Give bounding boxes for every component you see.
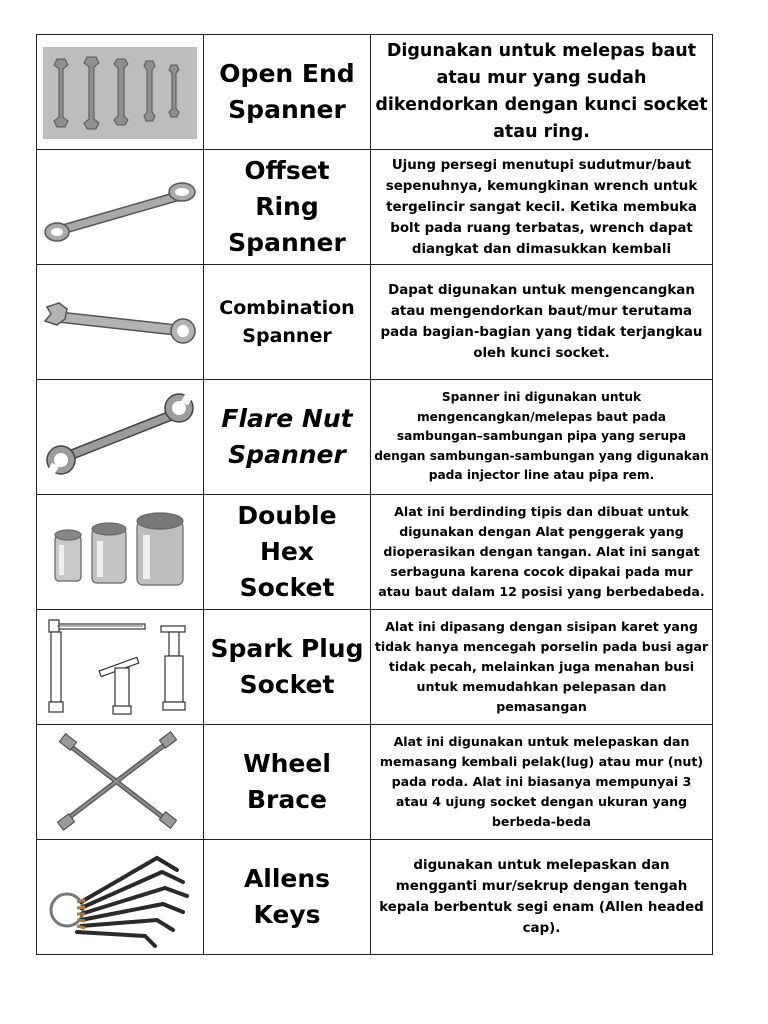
tool-image-cell xyxy=(37,380,204,495)
flare-nut-spanner-icon xyxy=(37,380,203,494)
tool-name: Allens Keys xyxy=(243,864,331,929)
tool-description-cell xyxy=(371,610,713,725)
ring-spanner-icon xyxy=(37,150,203,264)
tool-name-cell xyxy=(204,840,371,955)
tool-description-cell xyxy=(371,265,713,380)
tool-image-cell xyxy=(37,840,204,955)
tool-name-cell xyxy=(204,610,371,725)
tool-name-cell xyxy=(204,725,371,840)
table-row xyxy=(37,495,713,610)
double-hex-socket-image xyxy=(37,495,203,609)
table-row xyxy=(37,840,713,955)
tool-name-cell xyxy=(204,150,371,265)
tool-description: digunakan untuk melepaskan dan mengganti mur/sekrup dengan tengah kepala berbentuk segi enam (Allen headed cap). xyxy=(379,858,704,936)
tool-table xyxy=(36,34,713,955)
tool-description-cell xyxy=(371,150,713,265)
tool-image-cell xyxy=(37,35,204,150)
table-row xyxy=(37,725,713,840)
tool-name-cell xyxy=(204,265,371,380)
tool-name: Wheel Brace xyxy=(243,749,331,814)
tool-description-cell xyxy=(371,840,713,955)
tool-description: Alat ini dipasang dengan sisipan karet yang tidak hanya mencegah porselin pada busi agar tidak pecah, melainkan juga menahan busi untuk memudahkan pelepasan dan pemasangan xyxy=(374,619,709,714)
tool-description: Alat ini digunakan untuk melepaskan dan memasang kembali pelak(lug) atau mur (nut) pada roda. Alat ini biasanya mempunyai 3 atau 4 ujung socket dengan ukuran yang berbeda-beda xyxy=(379,734,704,829)
tool-name: Double Hex Socket xyxy=(237,501,337,602)
spark-plug-socket-icon xyxy=(37,610,203,724)
tool-description-cell xyxy=(371,380,713,495)
tool-name-cell xyxy=(204,495,371,610)
tool-image-cell xyxy=(37,610,204,725)
allen-keys-image xyxy=(37,840,203,954)
tool-name-cell xyxy=(204,380,371,495)
wheel-brace-icon xyxy=(37,725,203,839)
flare-nut-spanner-image xyxy=(37,380,203,494)
table-row xyxy=(37,150,713,265)
tool-description-cell xyxy=(371,35,713,150)
tool-image-cell xyxy=(37,265,204,380)
tool-image-cell xyxy=(37,150,204,265)
tool-image-cell xyxy=(37,495,204,610)
tool-name: Spark Plug Socket xyxy=(210,634,364,699)
tool-description: Digunakan untuk melepas baut atau mur yang sudah dikendorkan dengan kunci socket atau ring. xyxy=(375,41,708,142)
tool-description-cell xyxy=(371,725,713,840)
tool-description-cell xyxy=(371,495,713,610)
table-row xyxy=(37,610,713,725)
tool-description: Ujung persegi menutupi sudutmur/baut sepenuhnya, kemungkinan wrench untuk tergelincir sangat kecil. Ketika membuka bolt pada ruang terbatas, wrench dapat diangkat dan dimasukkan kembali xyxy=(385,157,698,257)
tool-name: Combination Spanner xyxy=(219,297,355,347)
combination-spanner-icon xyxy=(37,265,203,379)
tool-image-cell xyxy=(37,725,204,840)
tool-description: Dapat digunakan untuk mengencangkan atau mengendorkan baut/mur terutama pada bagian-bagian yang tidak terjangkau oleh kunci socket. xyxy=(380,283,703,361)
wheel-brace-image xyxy=(37,725,203,839)
socket-icon xyxy=(37,495,203,609)
tool-name: Flare Nut Spanner xyxy=(221,404,353,469)
allen-key-icon xyxy=(37,840,203,954)
tool-name: Offset Ring Spanner xyxy=(228,156,346,257)
tool-name-cell xyxy=(204,35,371,150)
offset-ring-spanner-image xyxy=(37,150,203,264)
open-end-spanner-icon xyxy=(37,35,203,149)
table-row xyxy=(37,265,713,380)
table-row xyxy=(37,35,713,150)
tool-description: Spanner ini digunakan untuk mengencangkan/melepas baut pada sambungan–sambungan pipa yang serupa dengan sambungan-sambungan yang digunakan pada injector line atau pipa rem. xyxy=(374,390,709,483)
spark-plug-socket-image xyxy=(37,610,203,724)
combination-spanner-image xyxy=(37,265,203,379)
open-end-spanner-image xyxy=(37,35,203,149)
table-row xyxy=(37,380,713,495)
tool-name: Open End Spanner xyxy=(219,59,355,124)
tool-description: Alat ini berdinding tipis dan dibuat untuk digunakan dengan Alat penggerak yang dioperasikan dengan tangan. Alat ini sangat serbaguna karena cocok dipakai pada mur atau baut dalam 12 posisi yang berbedabeda. xyxy=(378,504,705,599)
